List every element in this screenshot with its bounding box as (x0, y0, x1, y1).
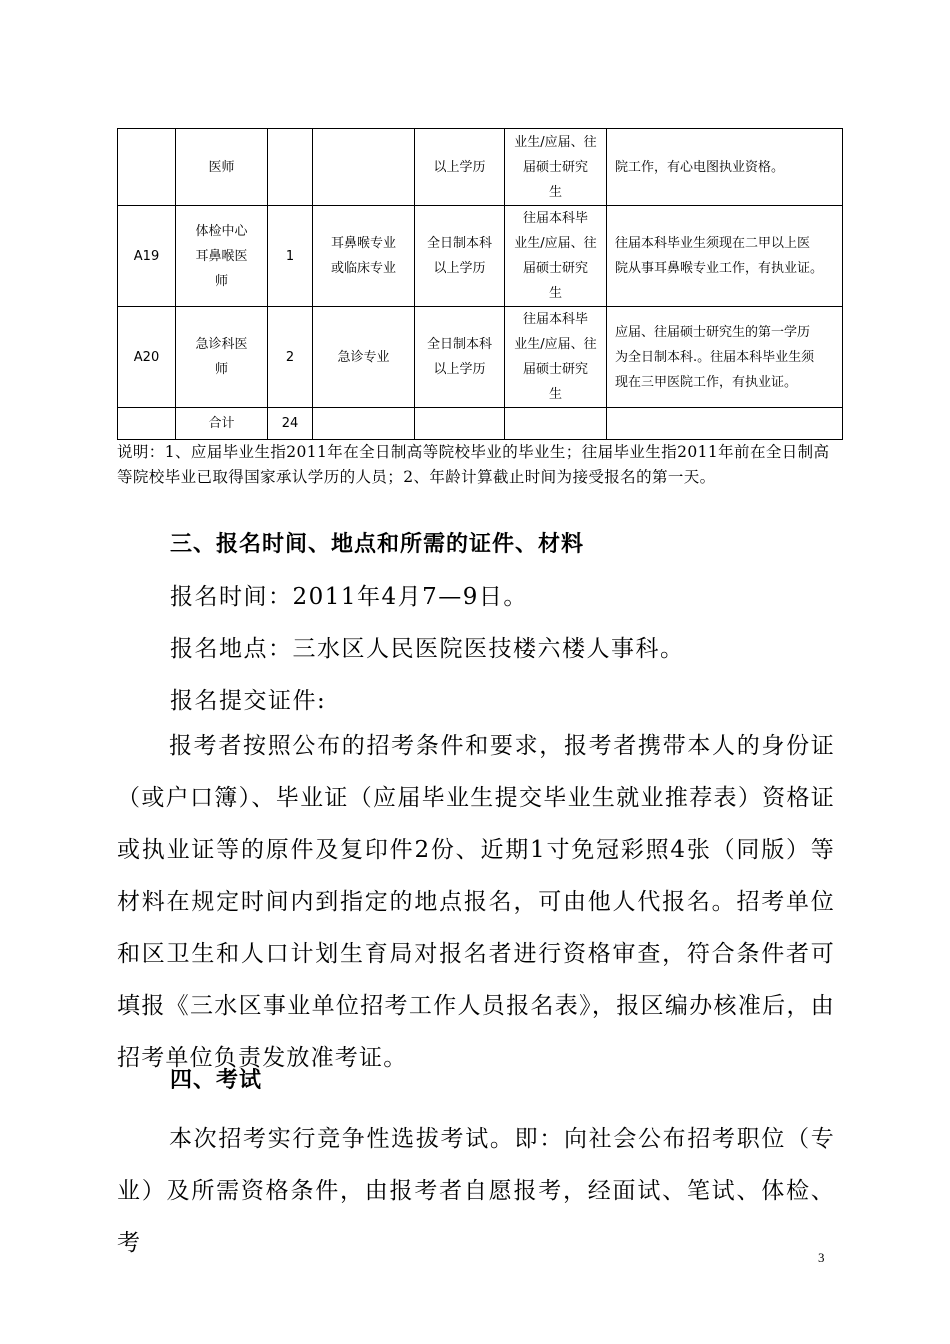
cell-line: 以上学历 (433, 362, 486, 377)
total-count-cell: 24 (268, 408, 313, 440)
cell-line: 耳鼻喉专业 (330, 236, 396, 251)
major-cell (313, 129, 415, 206)
page-number: 3 (818, 1250, 825, 1265)
position-code-cell: A20 (118, 307, 176, 408)
registration-place: 报名地点：三水区人民医院医技楼六楼人事科。 (170, 636, 685, 662)
registration-documents-body: 报考者按照公布的招考条件和要求，报考者携带本人的身份证（或户口簿）、毕业证（应届毕业生提交毕业生就业推荐表）资格证或执业证等的原件及复印件2份、近期1寸免冠彩照4张（同版）等材料在规定时间内到指定的地点报名，可由他人代报名。招考单位和区卫生和人口计划生育局对报名者进行资格审查，符合条件者可填报《三水区事业单位招考工作人员报名表》，报区编办核准后，由招考单位负责发放准考证。 (117, 733, 835, 1071)
cell-line: 生 (548, 387, 562, 402)
major-cell (313, 307, 415, 408)
cell-line: 届硕士研究 (522, 362, 588, 377)
empty-cell (505, 408, 607, 440)
position-name-cell (176, 129, 268, 206)
cell-line: 业生/应届、往 (514, 337, 597, 352)
recruitment-table (117, 128, 843, 440)
cell-line: 医师 (208, 159, 235, 175)
table-note: 说明：1、应届毕业生指2011年在全日制高等院校毕业的毕业生；往届毕业生指2011年前在全日制高等院校毕业已取得国家承认学历的人员；2、年龄计算截止时间为接受报名的第一天。 (117, 443, 830, 486)
cell-line: 师 (214, 273, 228, 289)
cell-line: 体检中心 (195, 223, 248, 239)
cell-line: 院从事耳鼻喉专业工作，有执业证。 (615, 261, 824, 276)
cell-line: 全日制本科 (426, 236, 492, 251)
cell-line: 耳鼻喉医 (195, 248, 248, 264)
cell-line: 师 (214, 362, 228, 377)
requirement-cell (607, 129, 843, 206)
cell-line: 为全日制本科.。往届本科毕业生须 (615, 349, 815, 365)
table-total-row (118, 408, 843, 440)
empty-cell (607, 408, 843, 440)
cell-line: 急诊科医 (195, 337, 248, 352)
exam-body: 本次招考实行竞争性选拔考试。即：向社会公布招考职位（专业）及所需资格条件，由报考者自愿报考，经面试、笔试、体检、考 (117, 1126, 835, 1256)
position-name-cell (176, 206, 268, 307)
target-cell (505, 206, 607, 307)
table-row (118, 307, 843, 408)
requirement-cell (607, 307, 843, 408)
education-cell (415, 129, 505, 206)
position-code-cell (118, 129, 176, 206)
headcount-cell: 2 (268, 307, 313, 408)
target-cell (505, 307, 607, 408)
empty-cell (313, 408, 415, 440)
empty-cell (118, 408, 176, 440)
cell-line: 以上学历 (433, 159, 486, 175)
cell-line: 现在三甲医院工作，有执业证。 (615, 374, 798, 390)
section-4-heading: 四、考试 (170, 1068, 263, 1093)
cell-line: 应届、往届硕士研究生的第一学历 (615, 324, 811, 340)
cell-line: 业生/应届、往 (514, 236, 597, 251)
cell-line: 生 (548, 184, 562, 200)
cell-line: 全日制本科 (426, 337, 492, 352)
table-row (118, 129, 843, 206)
cell-line: 业生/应届、往 (514, 134, 597, 150)
cell-line: 急诊专业 (337, 349, 390, 365)
cell-line: 往届本科毕 (522, 312, 588, 327)
table-row (118, 206, 843, 307)
section-3-heading: 三、报名时间、地点和所需的证件、材料 (170, 532, 585, 557)
cell-line: 往届本科毕业生须现在二甲以上医 (615, 236, 811, 251)
cell-line: 院工作，有心电图执业资格。 (615, 159, 785, 175)
cell-line: 或临床专业 (330, 261, 396, 276)
headcount-cell: 1 (268, 206, 313, 307)
target-cell (505, 129, 607, 206)
education-cell (415, 206, 505, 307)
cell-line: 生 (548, 286, 562, 301)
empty-cell (415, 408, 505, 440)
headcount-cell (268, 129, 313, 206)
total-label-cell: 合计 (176, 408, 268, 440)
registration-documents-title: 报名提交证件: (170, 688, 327, 714)
cell-line: 以上学历 (433, 261, 486, 276)
position-code-cell: A19 (118, 206, 176, 307)
requirement-cell (607, 206, 843, 307)
cell-line: 届硕士研究 (522, 159, 588, 175)
position-name-cell (176, 307, 268, 408)
registration-time: 报名时间：2011年4月7—9日。 (170, 584, 528, 610)
cell-line: 届硕士研究 (522, 261, 588, 276)
major-cell (313, 206, 415, 307)
cell-line: 往届本科毕 (522, 211, 588, 226)
education-cell (415, 307, 505, 408)
